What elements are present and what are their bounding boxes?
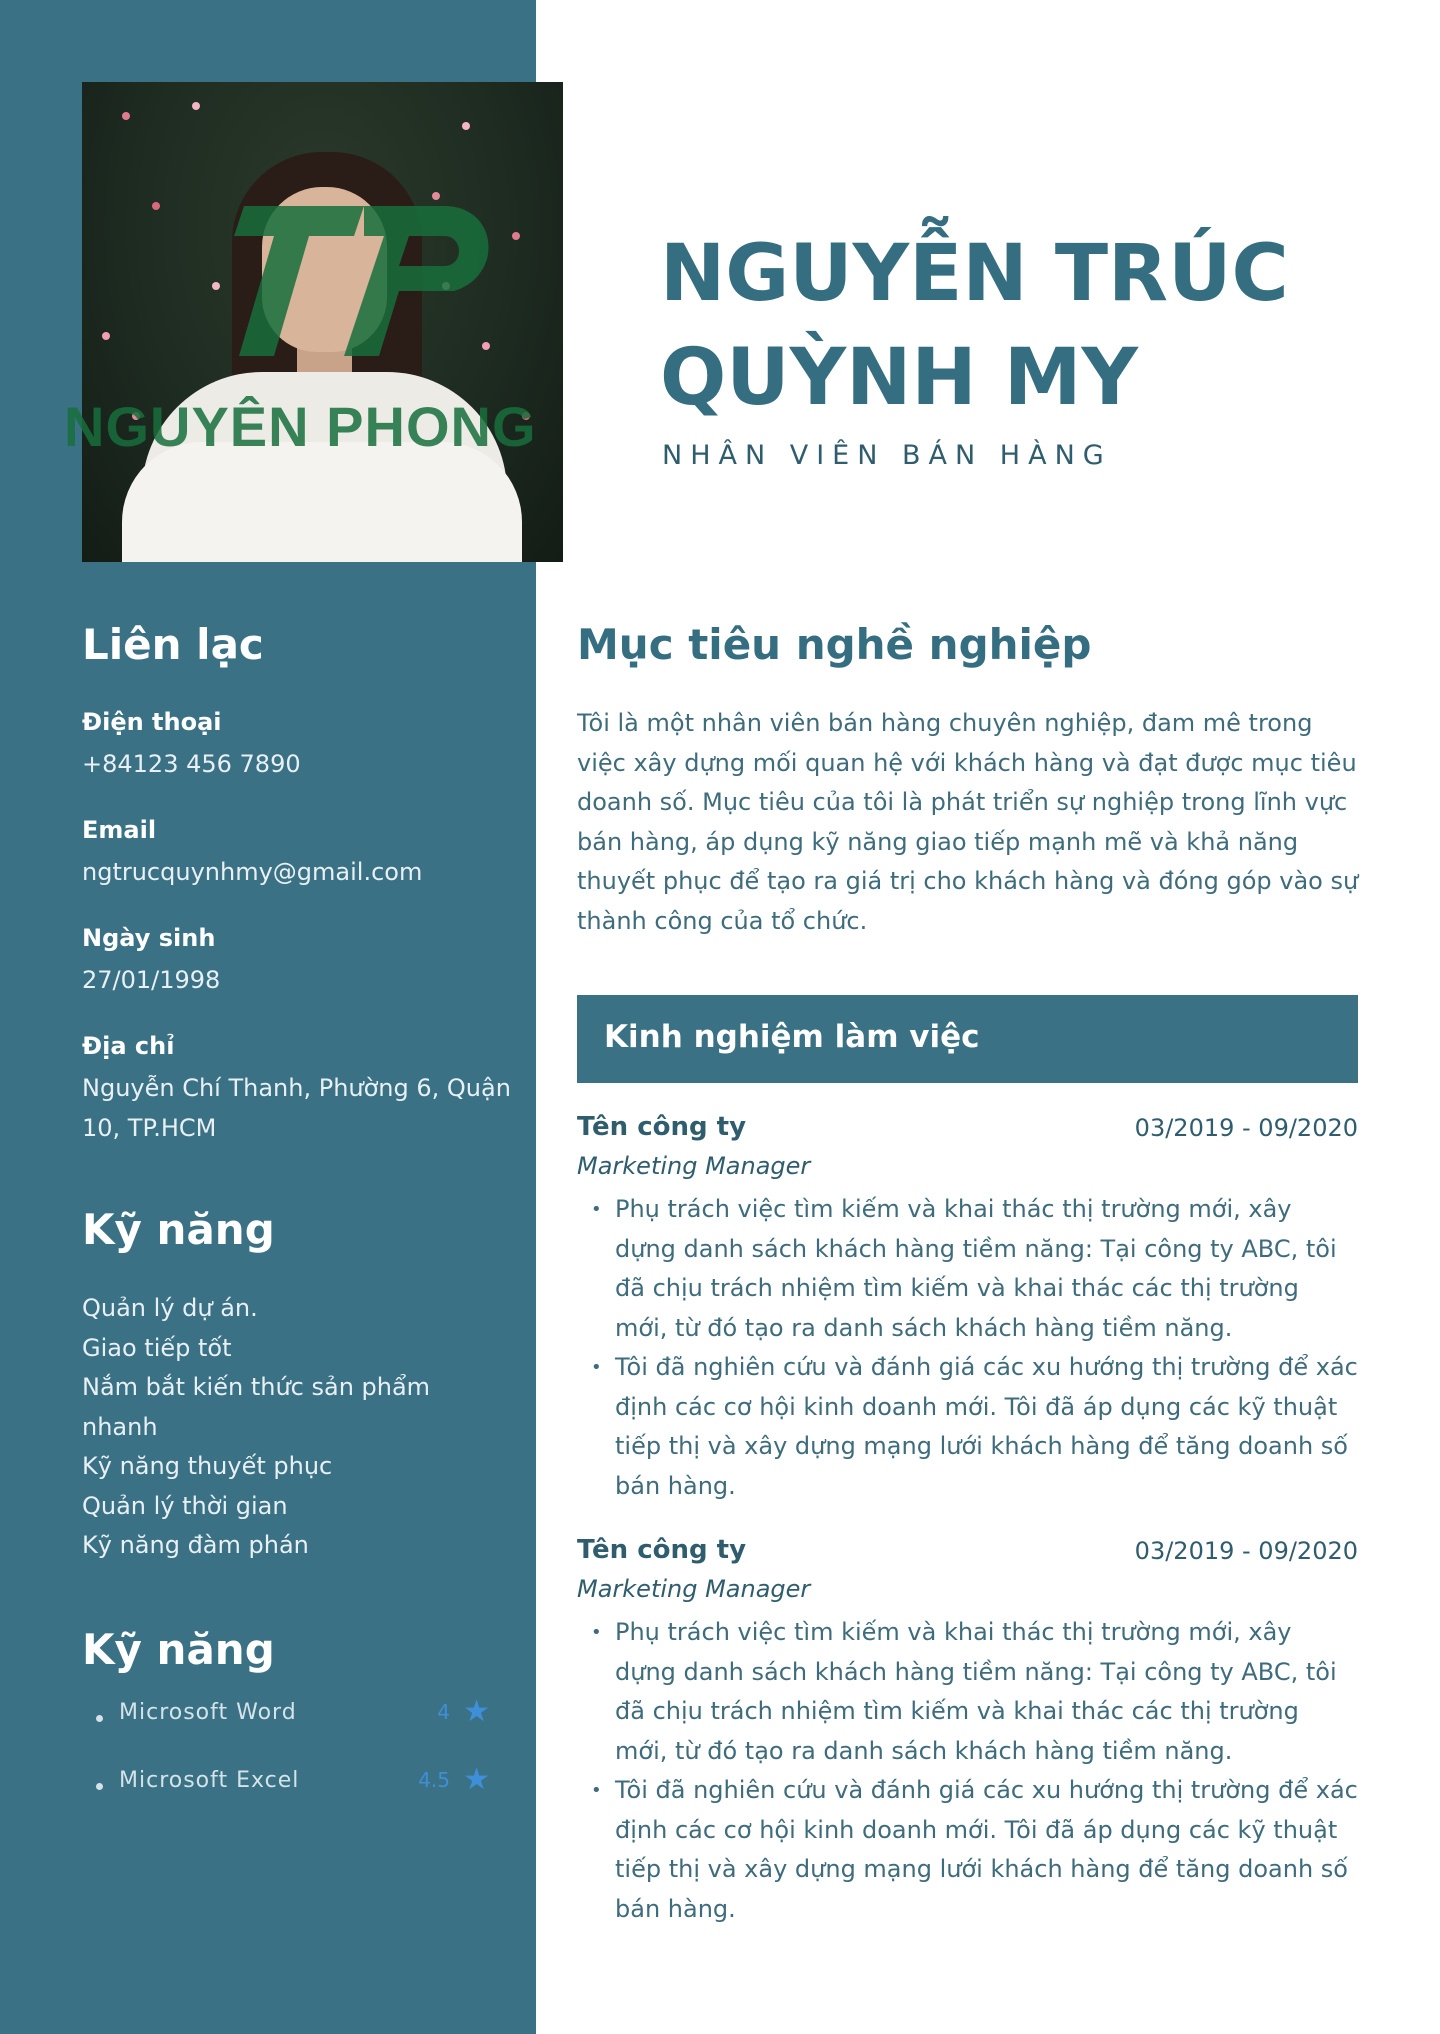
list-item: Nắm bắt kiến thức sản phẩm nhanh	[82, 1373, 431, 1441]
job-title: NHÂN VIÊN BÁN HÀNG	[662, 440, 1112, 471]
watermark-text: NGUYÊN PHONG	[64, 395, 537, 458]
full-name	[660, 222, 1360, 430]
address-label: Địa chỉ	[82, 1032, 175, 1060]
rating-item	[96, 1694, 496, 1768]
software-ratings	[96, 1694, 496, 1836]
list-item: Quản lý thời gian	[82, 1491, 288, 1520]
objective-text: Tôi là một nhân viên bán hàng chuyên nghiệp, đam mê trong việc xây dựng mối quan hệ với khách hàng và đạt được mục tiêu doanh số. Mục tiêu của tôi là phát triển sự nghiệp trong lĩnh vực bán hàng, áp dụng kỹ năng giao tiếp mạnh mẽ và khả năng thuyết phục để tạo ra giá trị cho khách hàng và đóng góp vào sự thành công của tổ chức.	[577, 709, 1359, 935]
rating-name: Microsoft Excel	[119, 1768, 300, 1793]
skills-heading: Kỹ năng	[82, 1205, 275, 1254]
rating-value: 4.5	[418, 1768, 450, 1792]
experience-heading: Kinh nghiệm làm việc	[604, 1019, 980, 1055]
list-item: • Tôi đã nghiên cứu và đánh giá các xu hướng thị trường để xác định các cơ hội kinh doanh mới. Tôi đã áp dụng các kỹ thuật tiếp thị và xây dựng mạng lưới khách hàng để tăng doanh số bán hàng.	[577, 1771, 1358, 1929]
phone-label: Điện thoại	[82, 708, 222, 736]
list-item: Kỹ năng thuyết phục	[82, 1452, 333, 1480]
job-period: 03/2019 - 09/2020	[1134, 1114, 1358, 1142]
address-value: Nguyễn Chí Thanh, Phường 6, Quận 10, TP.HCM	[82, 1074, 511, 1142]
job-bullets	[577, 1190, 1358, 1506]
name-line-2: QUỲNH MY	[660, 333, 1138, 423]
contact-heading: Liên lạc	[82, 620, 264, 669]
list-item: • Phụ trách việc tìm kiếm và khai thác thị trường mới, xây dựng danh sách khách hàng tiềm năng: Tại công ty ABC, tôi đã chịu trách nhiệm tìm kiếm và khai thác các thị trường mới, từ đó tạo ra danh sách khách hàng tiềm năng.	[577, 1613, 1358, 1771]
rating-value: 4	[437, 1700, 450, 1724]
list-item: Giao tiếp tốt	[82, 1333, 232, 1362]
job-bullets	[577, 1613, 1358, 1929]
company-name: Tên công ty	[577, 1535, 747, 1565]
name-line-1: NGUYỄN TRÚC	[660, 229, 1289, 319]
phone-value: +84123 456 7890	[82, 750, 301, 778]
software-heading: Kỹ năng	[82, 1625, 275, 1674]
profile-photo	[82, 82, 563, 562]
bullet-icon	[96, 1715, 103, 1722]
list-item: • Phụ trách việc tìm kiếm và khai thác thị trường mới, xây dựng danh sách khách hàng tiềm năng: Tại công ty ABC, tôi đã chịu trách nhiệm tìm kiếm và khai thác các thị trường mới, từ đó tạo ra danh sách khách hàng tiềm năng.	[577, 1190, 1358, 1348]
bullet-icon	[96, 1783, 103, 1790]
list-item: • Tôi đã nghiên cứu và đánh giá các xu hướng thị trường để xác định các cơ hội kinh doanh mới. Tôi đã áp dụng các kỹ thuật tiếp thị và xây dựng mạng lưới khách hàng để tăng doanh số bán hàng.	[577, 1348, 1358, 1506]
job-position: Marketing Manager	[577, 1152, 811, 1180]
star-icon: ★	[463, 1762, 490, 1797]
company-name: Tên công ty	[577, 1112, 747, 1142]
rating-name: Microsoft Word	[119, 1700, 297, 1725]
experience-heading-band	[577, 995, 1358, 1083]
job-period: 03/2019 - 09/2020	[1134, 1537, 1358, 1565]
skills-list	[82, 1289, 502, 1566]
email-label: Email	[82, 816, 157, 844]
list-item: Kỹ năng đàm phán	[82, 1531, 309, 1559]
rating-item	[96, 1762, 496, 1836]
email-value[interactable]: ngtrucquynhmy@gmail.com	[82, 858, 423, 886]
birth-value: 27/01/1998	[82, 966, 221, 994]
star-icon: ★	[463, 1694, 490, 1729]
objective-heading: Mục tiêu nghề nghiệp	[577, 620, 1092, 669]
birth-label: Ngày sinh	[82, 924, 216, 952]
job-position: Marketing Manager	[577, 1575, 811, 1603]
list-item: Quản lý dự án.	[82, 1294, 258, 1322]
